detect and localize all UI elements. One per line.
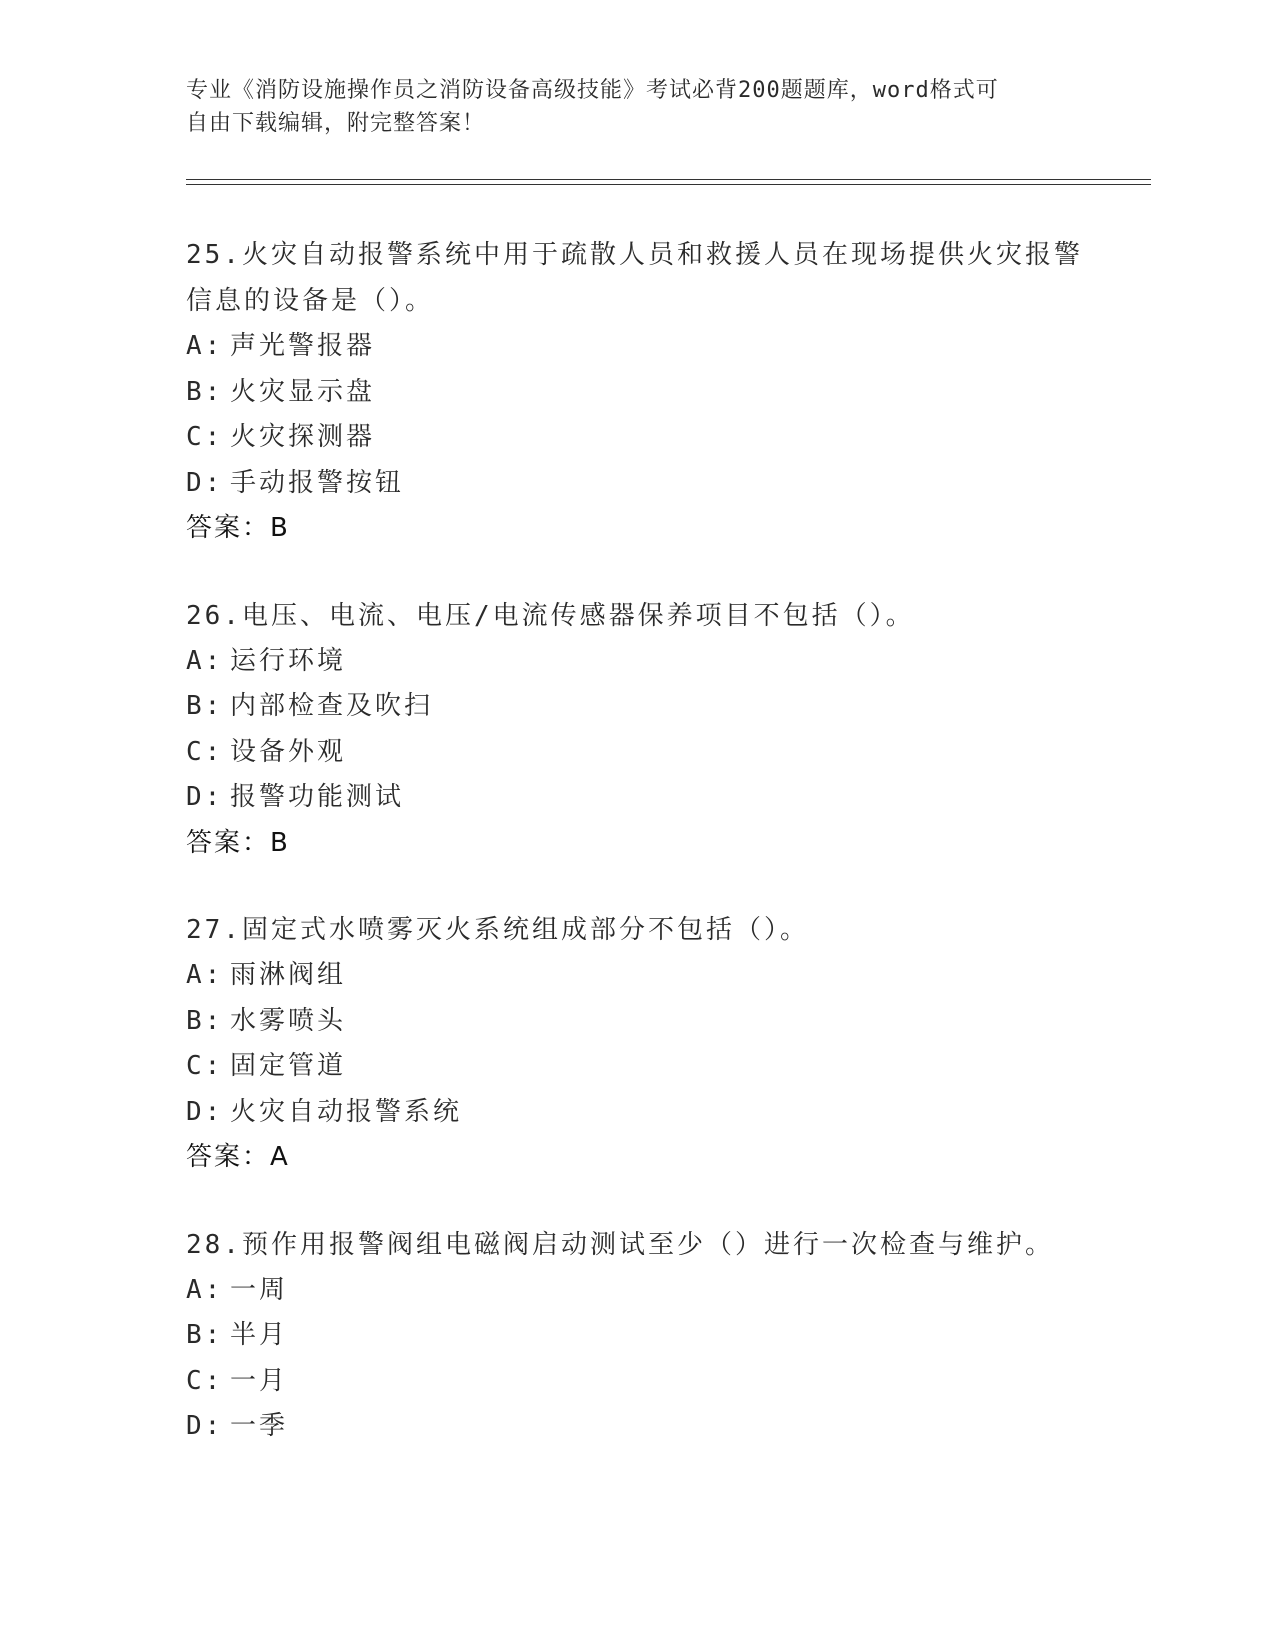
- option-text: 火灾探测器: [230, 422, 376, 452]
- answer-text: 答案：B: [186, 513, 290, 543]
- header-line-2: 自由下载编辑，附完整答案！: [186, 111, 486, 136]
- option-letter: C:: [186, 422, 224, 452]
- question-25: [186, 232, 1106, 552]
- answer-text: 答案：B: [186, 827, 290, 858]
- option-text: 内部检查及吹扫: [230, 691, 434, 721]
- option-text: 一周: [230, 1274, 289, 1305]
- question-list: [186, 232, 1106, 1491]
- question-28: [186, 1222, 1106, 1450]
- option-letter: A:: [186, 331, 224, 361]
- question-stem-line-1: 27.固定式水喷雾灭火系统组成部分不包括（）。: [186, 915, 809, 945]
- option-letter: C:: [186, 1365, 224, 1396]
- option-letter: B:: [186, 376, 224, 407]
- option-text: 一月: [230, 1365, 289, 1396]
- option-letter: A:: [186, 960, 224, 990]
- document-header: [186, 74, 1066, 140]
- question-stem-line-1: 26.电压、电流、电压/电流传感器保养项目不包括（）。: [186, 600, 915, 631]
- option-text: 固定管道: [230, 1051, 347, 1081]
- option-letter: D:: [186, 1411, 224, 1441]
- option-text: 设备外观: [230, 736, 347, 767]
- option-text: 半月: [230, 1320, 289, 1350]
- header-divider-bottom: [186, 184, 1151, 185]
- option-letter: B:: [186, 1320, 224, 1350]
- question-stem-line-2: 信息的设备是（）。: [186, 286, 435, 316]
- option-b: [186, 684, 1106, 730]
- option-b: [186, 370, 1106, 416]
- question-stem: [186, 907, 1106, 953]
- question-stem: [186, 1222, 1106, 1268]
- option-c: [186, 415, 1106, 461]
- option-c: [186, 730, 1106, 776]
- option-d: [186, 1404, 1106, 1450]
- option-a: [186, 1268, 1106, 1314]
- option-text: 报警功能测试: [230, 782, 405, 812]
- option-text: 火灾显示盘: [230, 376, 376, 407]
- option-letter: A:: [186, 645, 224, 676]
- option-text: 雨淋阀组: [230, 960, 347, 990]
- option-text: 手动报警按钮: [230, 467, 405, 498]
- answer-text: 答案：A: [186, 1142, 290, 1172]
- question-27: [186, 907, 1106, 1181]
- option-letter: D:: [186, 467, 224, 498]
- option-a: [186, 324, 1106, 370]
- header-divider-top: [186, 179, 1151, 180]
- question-stem: [186, 232, 1106, 324]
- option-d: [186, 775, 1106, 821]
- option-text: 一季: [230, 1411, 289, 1441]
- option-letter: D:: [186, 782, 224, 812]
- option-b: [186, 999, 1106, 1045]
- question-stem-line-1: 28.预作用报警阀组电磁阀启动测试至少（）进行一次检查与维护。: [186, 1229, 1054, 1260]
- option-a: [186, 953, 1106, 999]
- option-letter: B:: [186, 691, 224, 721]
- question-stem: [186, 593, 1106, 639]
- option-a: [186, 639, 1106, 685]
- option-text: 火灾自动报警系统: [230, 1096, 463, 1127]
- option-b: [186, 1313, 1106, 1359]
- option-d: [186, 461, 1106, 507]
- option-text: 水雾喷头: [230, 1005, 347, 1036]
- header-line-1: 专业《消防设施操作员之消防设备高级技能》考试必背200题题库，word格式可: [186, 78, 999, 103]
- option-letter: C:: [186, 1051, 224, 1081]
- option-letter: B:: [186, 1005, 224, 1036]
- option-text: 运行环境: [230, 645, 347, 676]
- option-text: 声光警报器: [230, 331, 376, 361]
- option-letter: D:: [186, 1096, 224, 1127]
- option-letter: A:: [186, 1274, 224, 1305]
- option-c: [186, 1044, 1106, 1090]
- question-stem-line-1: 25.火灾自动报警系统中用于疏散人员和救援人员在现场提供火灾报警: [186, 240, 1083, 270]
- question-26: [186, 593, 1106, 867]
- option-c: [186, 1359, 1106, 1405]
- option-letter: C:: [186, 736, 224, 767]
- option-d: [186, 1090, 1106, 1136]
